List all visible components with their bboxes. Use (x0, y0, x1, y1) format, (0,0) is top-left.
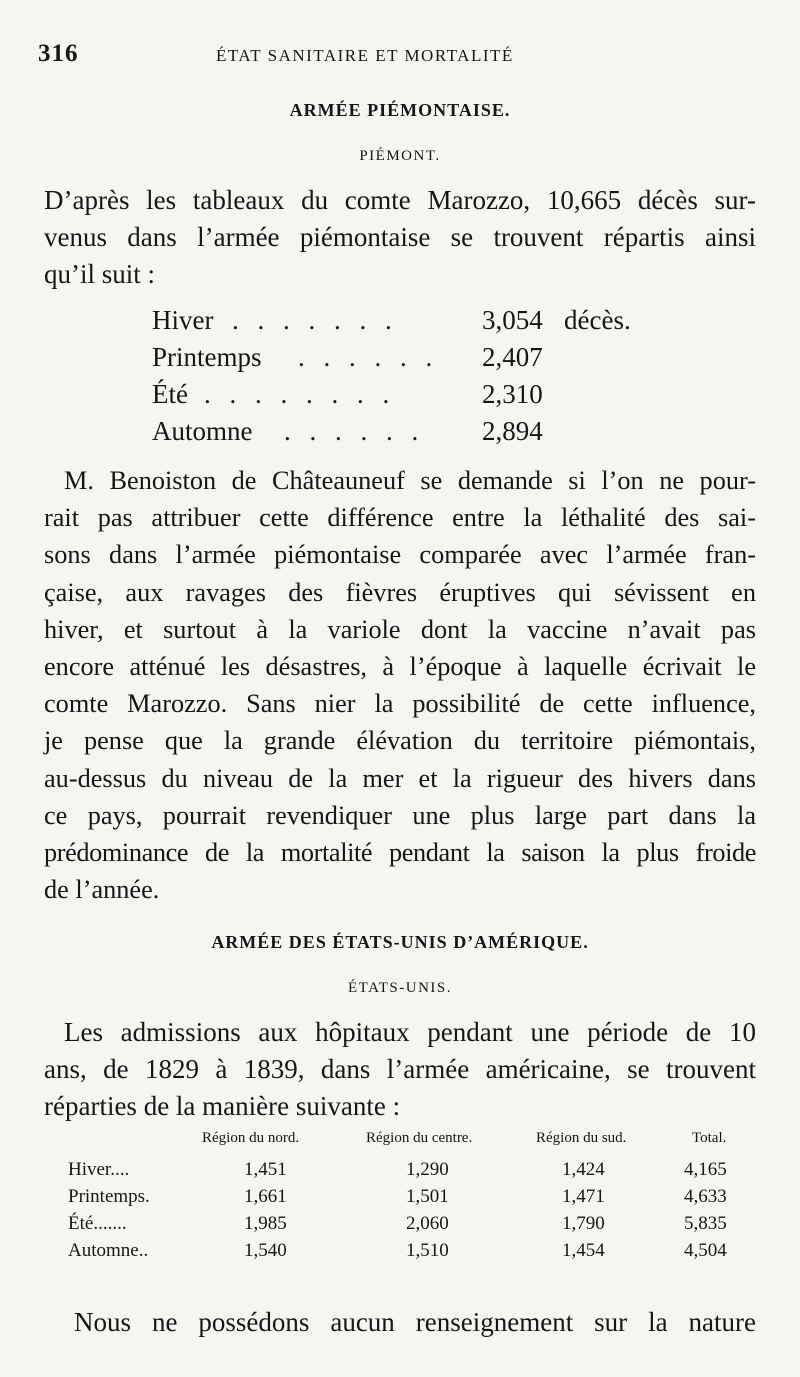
row-label: Printemps. (68, 1186, 150, 1207)
page-number: 316 (38, 40, 79, 67)
text-line: je pense que la grande élévation du territoire piémontais, (44, 726, 756, 756)
table-cell: 4,504 (684, 1240, 727, 1261)
text-line: au-dessus du niveau de la mer et la rigueur des hivers dans (44, 763, 756, 793)
row-label: Été....... (68, 1213, 127, 1234)
text-line: hiver, et surtout à la variole dont la vaccine n’avait pas (44, 614, 756, 644)
running-header (38, 40, 598, 74)
season-value: 2,310 (482, 379, 543, 409)
column-header: Région du centre. (366, 1130, 473, 1146)
running-title: ÉTAT SANITAIRE ET MORTALITÉ (216, 46, 514, 65)
section-title-piedmont-army: ARMÉE PIÉMONTAISE. (289, 100, 511, 120)
column-header: Région du nord. (202, 1130, 300, 1146)
table-cell: 1,501 (406, 1186, 449, 1207)
list-item (152, 413, 672, 450)
column-header: Total. (692, 1130, 727, 1146)
table-row (68, 1237, 758, 1264)
table-row (68, 1183, 758, 1210)
paragraph-piedmont-intro (44, 182, 756, 294)
table-cell: 5,835 (684, 1213, 727, 1234)
season-name: Hiver (152, 305, 214, 335)
season-value: 2,894 (482, 416, 543, 446)
paragraph-us-intro (44, 1014, 756, 1126)
leader-dots: . . . . . . . (232, 305, 398, 335)
table-row (68, 1156, 758, 1183)
section-title-us-army: ARMÉE DES ÉTATS-UNIS D’AMÉRIQUE. (211, 932, 589, 952)
table-cell: 1,510 (406, 1240, 449, 1261)
text-line: M. Benoiston de Châteauneuf se demande si l’on ne pour- (64, 466, 756, 495)
subsection-title-piedmont: PIÉMONT. (359, 148, 441, 164)
list-item (152, 339, 672, 376)
subsection-title-us: ÉTATS-UNIS. (347, 980, 453, 996)
season-value: 2,407 (482, 342, 543, 372)
column-header: Région du sud. (536, 1130, 627, 1146)
admissions-table (68, 1130, 758, 1264)
text-line: D’après les tableaux du comte Marozzo, 10,665 décès sur- (44, 185, 756, 215)
leader-dots: . . . . . . . . (204, 379, 396, 409)
text-line: ce pays, pourrait revendiquer une plus large part dans la (44, 800, 756, 830)
leader-dots: . . . . . . (298, 342, 439, 372)
list-item (152, 376, 672, 413)
text-line: qu’il suit : (44, 259, 156, 290)
table-cell: 1,424 (562, 1159, 605, 1180)
table-cell: 1,454 (562, 1240, 605, 1261)
season-death-list (152, 302, 672, 450)
season-name: Printemps (152, 342, 262, 372)
paragraph-closing (44, 1304, 756, 1341)
paragraph-piedmont-discussion (44, 462, 756, 908)
text-line: venus dans l’armée piémontaise se trouvent répartis ainsi (44, 222, 756, 253)
table-row (68, 1210, 758, 1237)
table-cell: 1,451 (244, 1159, 287, 1180)
table-cell: 1,661 (244, 1186, 287, 1207)
text-line: comte Marozzo. Sans nier la possibilité de cette influence, (44, 689, 756, 719)
table-cell: 4,633 (684, 1186, 727, 1207)
row-label: Automne.. (68, 1240, 149, 1261)
text-line: prédominance de la mortalité pendant la saison la plus froide (44, 838, 756, 868)
text-line: ans, de 1829 à 1839, dans l’armée américaine, se trouvent (44, 1054, 756, 1085)
text-line: réparties de la manière suivante : (44, 1091, 401, 1122)
leader-dots: . . . . . . (284, 416, 425, 446)
season-name: Automne (152, 416, 253, 446)
text-line: sons dans l’armée piémontaise comparée avec l’armée fran- (44, 540, 756, 570)
text-line: Nous ne possédons aucun renseignement sur la nature (74, 1307, 756, 1337)
table-cell: 1,540 (244, 1240, 287, 1261)
season-value: 3,054 (482, 305, 543, 335)
text-line: de l’année. (44, 875, 160, 905)
table-cell: 1,290 (406, 1159, 449, 1180)
season-name: Été (152, 379, 188, 409)
list-item (152, 302, 672, 339)
table-cell: 2,060 (406, 1213, 449, 1234)
text-line: encore atténué les désastres, à l’époque à laquelle écrivait le (44, 652, 756, 682)
text-line: çaise, aux ravages des fièvres éruptives qui sévissent en (44, 577, 756, 607)
season-unit: décès. (564, 305, 631, 335)
row-label: Hiver.... (68, 1159, 130, 1180)
text-line: rait pas attribuer cette différence entre la léthalité des sai- (44, 503, 756, 533)
table-cell: 1,471 (562, 1186, 605, 1207)
table-header-row (68, 1130, 758, 1156)
table-cell: 1,985 (244, 1213, 287, 1234)
table-cell: 1,790 (562, 1213, 605, 1234)
text-line: Les admissions aux hôpitaux pendant une période de 10 (64, 1017, 756, 1047)
table-cell: 4,165 (684, 1159, 727, 1180)
